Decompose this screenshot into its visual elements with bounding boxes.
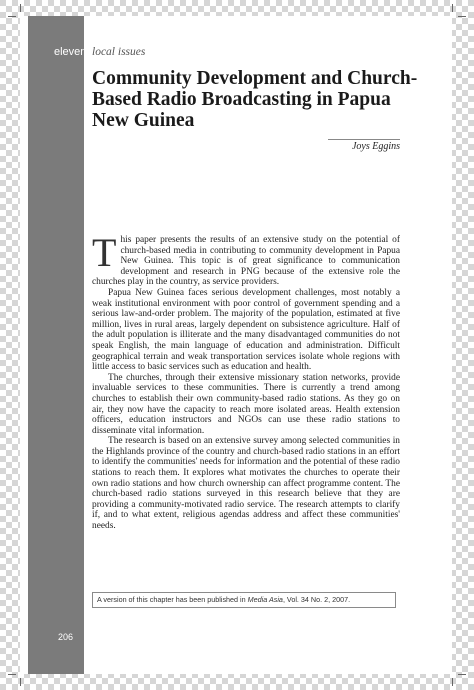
- note-prefix: A version of this chapter has been published in: [97, 595, 248, 604]
- article-body: [92, 230, 400, 532]
- paragraph: The research is based on an extensive survey among selected communities in the Highlands province of the country and church-based radio stations in an effort to identify the communities' needs for information and the potential of these radio stations to reach them. It explores what motivates the churches to operate their own radio stations and how church ownership can affect programme content. The church-based radio stations surveyed in this research believe that they are providing a community-motivated radio service. The research attempts to clarify if, and to what extent, religious agendas address and affect these communities' needs.: [92, 436, 400, 532]
- author-rule: [328, 139, 400, 140]
- note-suffix: , Vol. 34 No. 2, 2007.: [282, 595, 351, 604]
- crop-mark: [20, 678, 21, 686]
- crop-mark: [452, 4, 453, 12]
- page-number: 206: [58, 632, 74, 642]
- drop-cap: T: [92, 230, 117, 275]
- note-publication: Media Asia: [247, 595, 283, 604]
- chapter-side-bar: [28, 16, 87, 674]
- article-title: Community Development and Church-Based Radio Broadcasting in Papua New Guinea: [92, 68, 418, 131]
- publication-note: [92, 592, 396, 608]
- paragraph: The churches, through their extensive missionary station networks, provide invaluable services to these communities. There is currently a trend among churches to establish their own community-based radio stations. As they go on air, they now have the capacity to reach more isolated areas. Health extension officers, education instructors and NGOs can use these radio stations to disseminate vital information.: [92, 372, 400, 436]
- crop-mark: [458, 16, 466, 17]
- paragraph: Papua New Guinea faces serious development challenges, most notably a weak institutional environment with poor control of government spending and a serious law-and-order problem. The majority of the population, estimated at five million, lives in rural areas, largely dependent on subsistence agriculture. Half of the adult population is illiterate and the many disadvantaged communities do not speak English, the main language of education and administration. Difficult geographical terrain and weak transportation services isolate whole regions with little access to basic services such as education and health.: [92, 287, 400, 373]
- chapter-number: eleven: [54, 46, 87, 58]
- section-label: local issues: [92, 46, 146, 58]
- author-name: Joys Eggins: [351, 141, 400, 152]
- crop-mark: [452, 678, 453, 686]
- crop-mark: [8, 674, 16, 675]
- crop-mark: [20, 4, 21, 12]
- crop-mark: [458, 674, 466, 675]
- paragraph: [92, 230, 400, 288]
- crop-mark: [8, 16, 16, 17]
- paragraph-text: his paper presents the results of an extensive study on the potential of church-based media in contributing to community development in Papua New Guinea. This topic is of great significance to communication development and research in PNG because of the extensive role the churches play in the country, as service providers.: [92, 235, 400, 288]
